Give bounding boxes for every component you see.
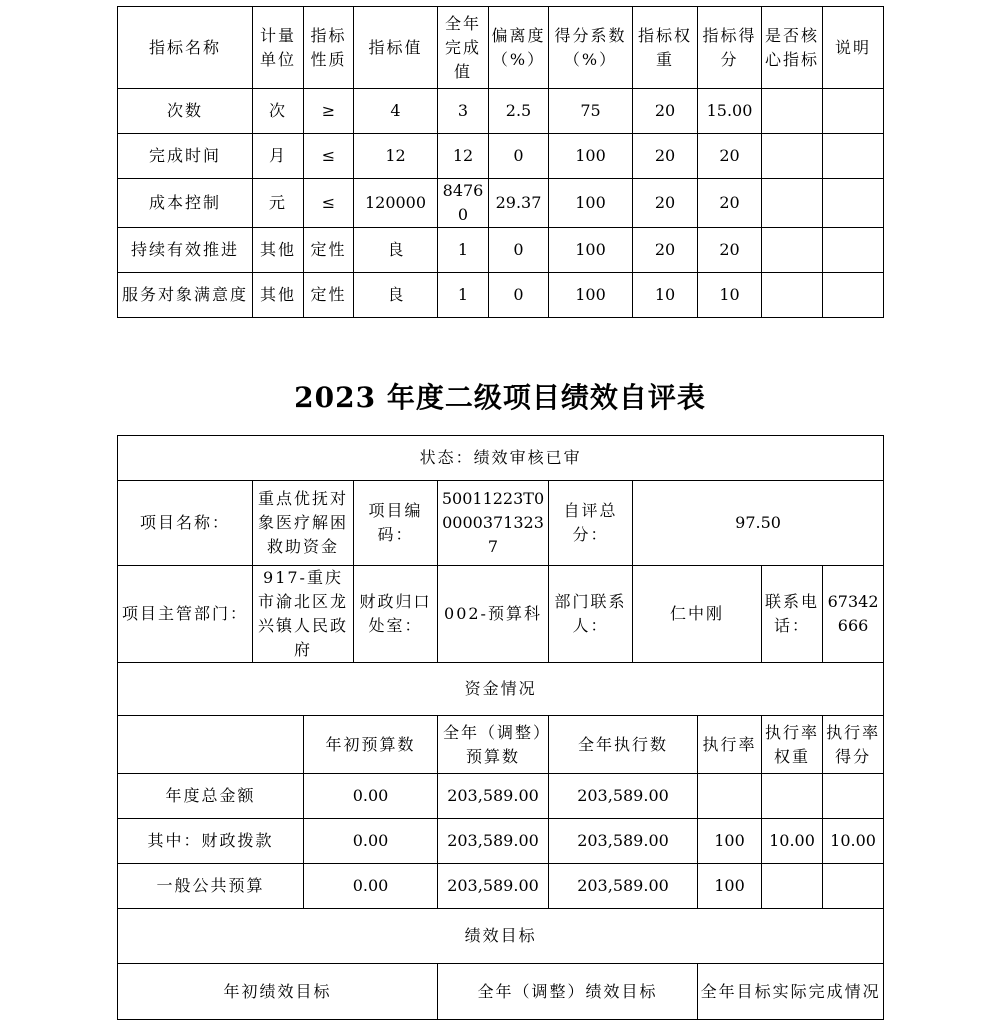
indicator-core — [762, 134, 823, 179]
indicator-unit: 月 — [253, 134, 304, 179]
indicator-target: 12 — [354, 134, 438, 179]
indicator-coefficient: 100 — [549, 134, 633, 179]
indicator-weight: 10 — [633, 273, 698, 318]
phone-label: 联系电话： — [762, 566, 823, 663]
header-adjusted-goal: 全年（调整）绩效目标 — [438, 964, 698, 1020]
header-rate-score: 执行率得分 — [823, 716, 884, 774]
funds-row-label: 其中：财政拨款 — [118, 819, 304, 864]
indicator-name: 服务对象满意度 — [118, 273, 253, 318]
funds-executed: 203,589.00 — [549, 864, 698, 909]
self-evaluation-table — [117, 435, 884, 1020]
funds-rate-weight — [762, 774, 823, 819]
dept-label: 项目主管部门： — [118, 566, 253, 663]
funds-rate-score: 10.00 — [823, 819, 884, 864]
goals-header-row — [118, 964, 884, 1020]
department-row — [118, 566, 884, 663]
indicator-unit: 次 — [253, 89, 304, 134]
funds-rate-score — [823, 864, 884, 909]
funds-executed: 203,589.00 — [549, 819, 698, 864]
indicator-remark — [823, 273, 884, 318]
document-title: 2023 年度二级项目绩效自评表 — [294, 381, 706, 414]
indicator-nature: 定性 — [304, 273, 354, 318]
indicator-deviation: 0 — [489, 228, 549, 273]
indicator-weight: 20 — [633, 228, 698, 273]
header-deviation: 偏离度（%） — [489, 7, 549, 89]
indicator-name: 成本控制 — [118, 179, 253, 228]
funds-rate-score — [823, 774, 884, 819]
funds-execution-rate — [698, 774, 762, 819]
header-initial-budget: 年初预算数 — [304, 716, 438, 774]
dept: 917-重庆市渝北区龙兴镇人民政府 — [253, 566, 354, 663]
table-row — [118, 134, 884, 179]
header-target-value: 指标值 — [354, 7, 438, 89]
table-row — [118, 864, 884, 909]
project-info-row — [118, 481, 884, 566]
header-execution-rate: 执行率 — [698, 716, 762, 774]
indicator-actual: 3 — [438, 89, 489, 134]
indicator-actual: 84760 — [438, 179, 489, 228]
indicator-weight: 20 — [633, 134, 698, 179]
indicator-coefficient: 100 — [549, 273, 633, 318]
indicator-target: 120000 — [354, 179, 438, 228]
funds-adjusted-budget: 203,589.00 — [438, 864, 549, 909]
funds-header-row — [118, 716, 884, 774]
indicator-target: 4 — [354, 89, 438, 134]
indicator-coefficient: 100 — [549, 179, 633, 228]
indicator-core — [762, 273, 823, 318]
indicator-coefficient: 75 — [549, 89, 633, 134]
project-name-label: 项目名称： — [118, 481, 253, 566]
finance-office: 002-预算科 — [438, 566, 549, 663]
funds-initial-budget: 0.00 — [304, 864, 438, 909]
table-row — [118, 89, 884, 134]
goals-title: 绩效目标 — [118, 909, 884, 964]
funds-row-label: 一般公共预算 — [118, 864, 304, 909]
indicator-unit: 元 — [253, 179, 304, 228]
header-core-indicator: 是否核心指标 — [762, 7, 823, 89]
header-unit: 计量单位 — [253, 7, 304, 89]
indicator-deviation: 0 — [489, 134, 549, 179]
funds-rate-weight — [762, 864, 823, 909]
indicator-header-row — [118, 7, 884, 89]
funds-title-row — [118, 663, 884, 716]
indicator-nature: ≤ — [304, 134, 354, 179]
status-text: 状态：绩效审核已审 — [118, 436, 884, 481]
funds-execution-rate: 100 — [698, 864, 762, 909]
header-rate-weight: 执行率权重 — [762, 716, 823, 774]
funds-adjusted-budget: 203,589.00 — [438, 774, 549, 819]
header-score: 指标得分 — [698, 7, 762, 89]
contact-label: 部门联系人： — [549, 566, 633, 663]
funds-execution-rate: 100 — [698, 819, 762, 864]
header-weight: 指标权重 — [633, 7, 698, 89]
table-row — [118, 179, 884, 228]
header-nature: 指标性质 — [304, 7, 354, 89]
header-remark: 说明 — [823, 7, 884, 89]
header-executed: 全年执行数 — [549, 716, 698, 774]
indicator-weight: 20 — [633, 179, 698, 228]
indicator-nature: ≤ — [304, 179, 354, 228]
indicator-name: 完成时间 — [118, 134, 253, 179]
indicator-target: 良 — [354, 273, 438, 318]
indicator-nature: ≥ — [304, 89, 354, 134]
indicator-score: 15.00 — [698, 89, 762, 134]
funds-executed: 203,589.00 — [549, 774, 698, 819]
table-row — [118, 228, 884, 273]
header-score-coefficient: 得分系数（%） — [549, 7, 633, 89]
indicator-core — [762, 89, 823, 134]
contact: 仁中刚 — [633, 566, 762, 663]
phone: 67342666 — [823, 566, 884, 663]
funds-initial-budget: 0.00 — [304, 774, 438, 819]
indicator-core — [762, 179, 823, 228]
header-indicator-name: 指标名称 — [118, 7, 253, 89]
indicator-remark — [823, 228, 884, 273]
indicator-actual: 1 — [438, 273, 489, 318]
indicator-score: 10 — [698, 273, 762, 318]
indicator-table — [117, 6, 884, 318]
self-score: 97.50 — [633, 481, 884, 566]
header-initial-goal: 年初绩效目标 — [118, 964, 438, 1020]
finance-office-label: 财政归口处室： — [354, 566, 438, 663]
table-row — [118, 819, 884, 864]
indicator-nature: 定性 — [304, 228, 354, 273]
indicator-coefficient: 100 — [549, 228, 633, 273]
header-actual-value: 全年完成值 — [438, 7, 489, 89]
indicator-name: 次数 — [118, 89, 253, 134]
indicator-score: 20 — [698, 134, 762, 179]
funds-initial-budget: 0.00 — [304, 819, 438, 864]
indicator-actual: 12 — [438, 134, 489, 179]
table-row — [118, 774, 884, 819]
indicator-unit: 其他 — [253, 228, 304, 273]
indicator-score: 20 — [698, 179, 762, 228]
funds-title: 资金情况 — [118, 663, 884, 716]
indicator-weight: 20 — [633, 89, 698, 134]
funds-row-label: 年度总金额 — [118, 774, 304, 819]
funds-rate-weight: 10.00 — [762, 819, 823, 864]
indicator-unit: 其他 — [253, 273, 304, 318]
indicator-name: 持续有效推进 — [118, 228, 253, 273]
self-score-label: 自评总分： — [549, 481, 633, 566]
table-row — [118, 273, 884, 318]
indicator-deviation: 29.37 — [489, 179, 549, 228]
indicator-remark — [823, 179, 884, 228]
funds-adjusted-budget: 203,589.00 — [438, 819, 549, 864]
project-name: 重点优抚对象医疗解困救助资金 — [253, 481, 354, 566]
indicator-remark — [823, 89, 884, 134]
project-code: 50011223T000003713237 — [438, 481, 549, 566]
funds-header-blank — [118, 716, 304, 774]
indicator-target: 良 — [354, 228, 438, 273]
header-adjusted-budget: 全年（调整）预算数 — [438, 716, 549, 774]
header-actual-completion: 全年目标实际完成情况 — [698, 964, 884, 1020]
indicator-deviation: 2.5 — [489, 89, 549, 134]
indicator-remark — [823, 134, 884, 179]
status-row — [118, 436, 884, 481]
indicator-score: 20 — [698, 228, 762, 273]
indicator-actual: 1 — [438, 228, 489, 273]
goals-title-row — [118, 909, 884, 964]
indicator-deviation: 0 — [489, 273, 549, 318]
project-code-label: 项目编码： — [354, 481, 438, 566]
indicator-core — [762, 228, 823, 273]
